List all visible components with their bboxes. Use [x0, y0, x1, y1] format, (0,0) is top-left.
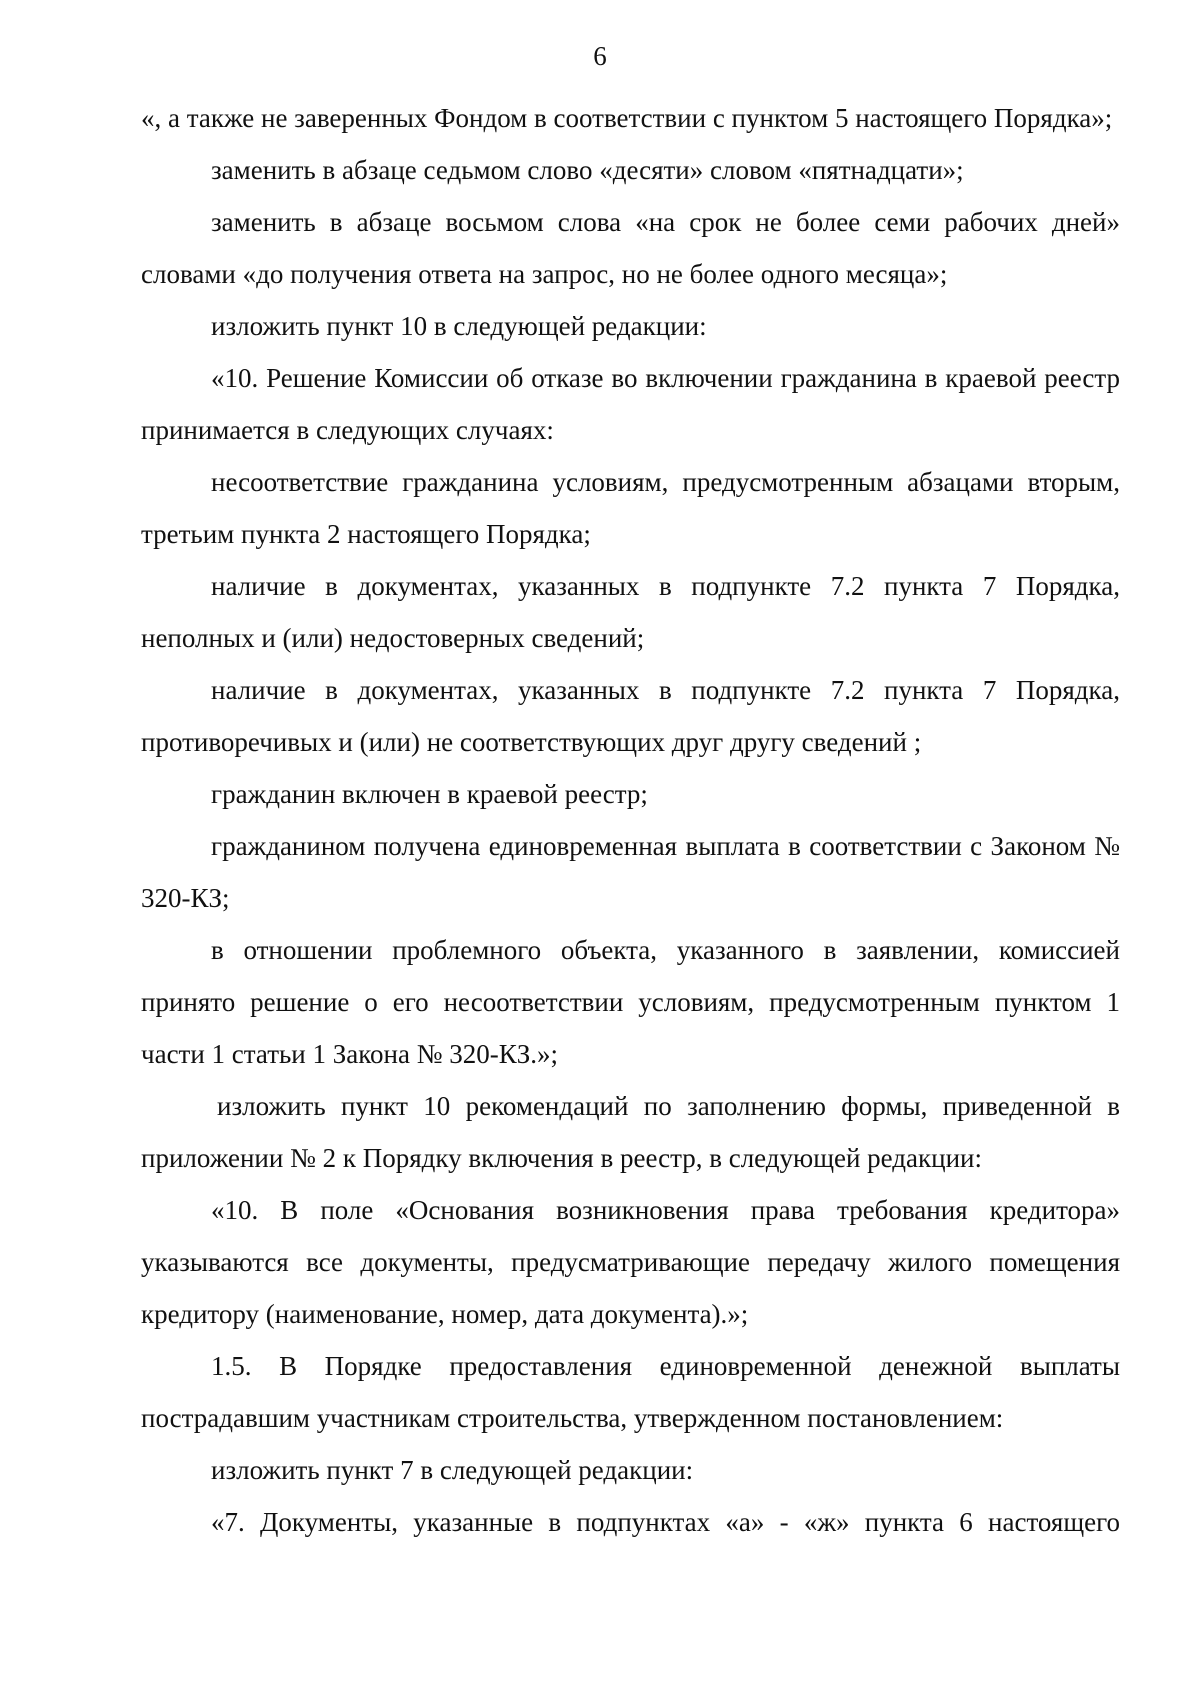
paragraph-case-payment: гражданином получена единовременная выплата в соответствии с Законом № 320-КЗ;: [141, 831, 1120, 913]
paragraph-continuation: «, а также не заверенных Фондом в соответствии с пунктом 5 настоящего Порядка»;: [141, 103, 1113, 133]
paragraph-point-10-intro: изложить пункт 10 в следующей редакции:: [211, 311, 707, 341]
paragraph-replace-eighth: заменить в абзаце восьмом слова «на срок не более семи рабочих дней» словами «до получения ответа на запрос, но не более одного месяца»;: [141, 207, 1120, 289]
paragraph-section-1-5: 1.5. В Порядке предоставления единовременной денежной выплаты пострадавшим участникам строительства, утвержденном постановлением:: [141, 1351, 1120, 1433]
paragraph-case-contradictory: наличие в документах, указанных в подпункте 7.2 пункта 7 Порядка, противоречивых и (или) не соответствующих друг другу сведений ;: [141, 675, 1120, 757]
paragraph-point-10-text: «10. Решение Комиссии об отказе во включении гражданина в краевой реестр принимается в следующих случаях:: [141, 363, 1120, 445]
paragraph-case-nonconformity: несоответствие гражданина условиям, предусмотренным абзацами вторым, третьим пункта 2 настоящего Порядка;: [141, 467, 1120, 549]
paragraph-point-7-text: «7. Документы, указанные в подпунктах «а» - «ж» пункта 6 настоящего: [211, 1507, 1120, 1537]
paragraph-case-incomplete: наличие в документах, указанных в подпункте 7.2 пункта 7 Порядка, неполных и (или) недостоверных сведений;: [141, 571, 1120, 653]
paragraph-case-object: в отношении проблемного объекта, указанного в заявлении, комиссией принято решение о его несоответствии условиям, предусмотренным пунктом 1 части 1 статьи 1 Закона № 320-КЗ.»;: [141, 935, 1120, 1069]
paragraph-recommendations-intro: изложить пункт 10 рекомендаций по заполнению формы, приведенной в приложении № 2 к Порядку включения в реестр, в следующей редакции:: [141, 1091, 1120, 1173]
paragraph-case-included: гражданин включен в краевой реестр;: [211, 779, 648, 809]
page-number: 6: [593, 41, 607, 71]
paragraph-point-7-intro: изложить пункт 7 в следующей редакции:: [211, 1455, 694, 1485]
paragraph-recommendations-text: «10. В поле «Основания возникновения права требования кредитора» указываются все документы, предусматривающие передачу жилого помещения кредитору (наименование, номер, дата документа).»;: [141, 1195, 1120, 1329]
document-body: [141, 92, 1120, 1548]
paragraph-replace-seventh: заменить в абзаце седьмом слово «десяти» словом «пятнадцати»;: [211, 155, 964, 185]
